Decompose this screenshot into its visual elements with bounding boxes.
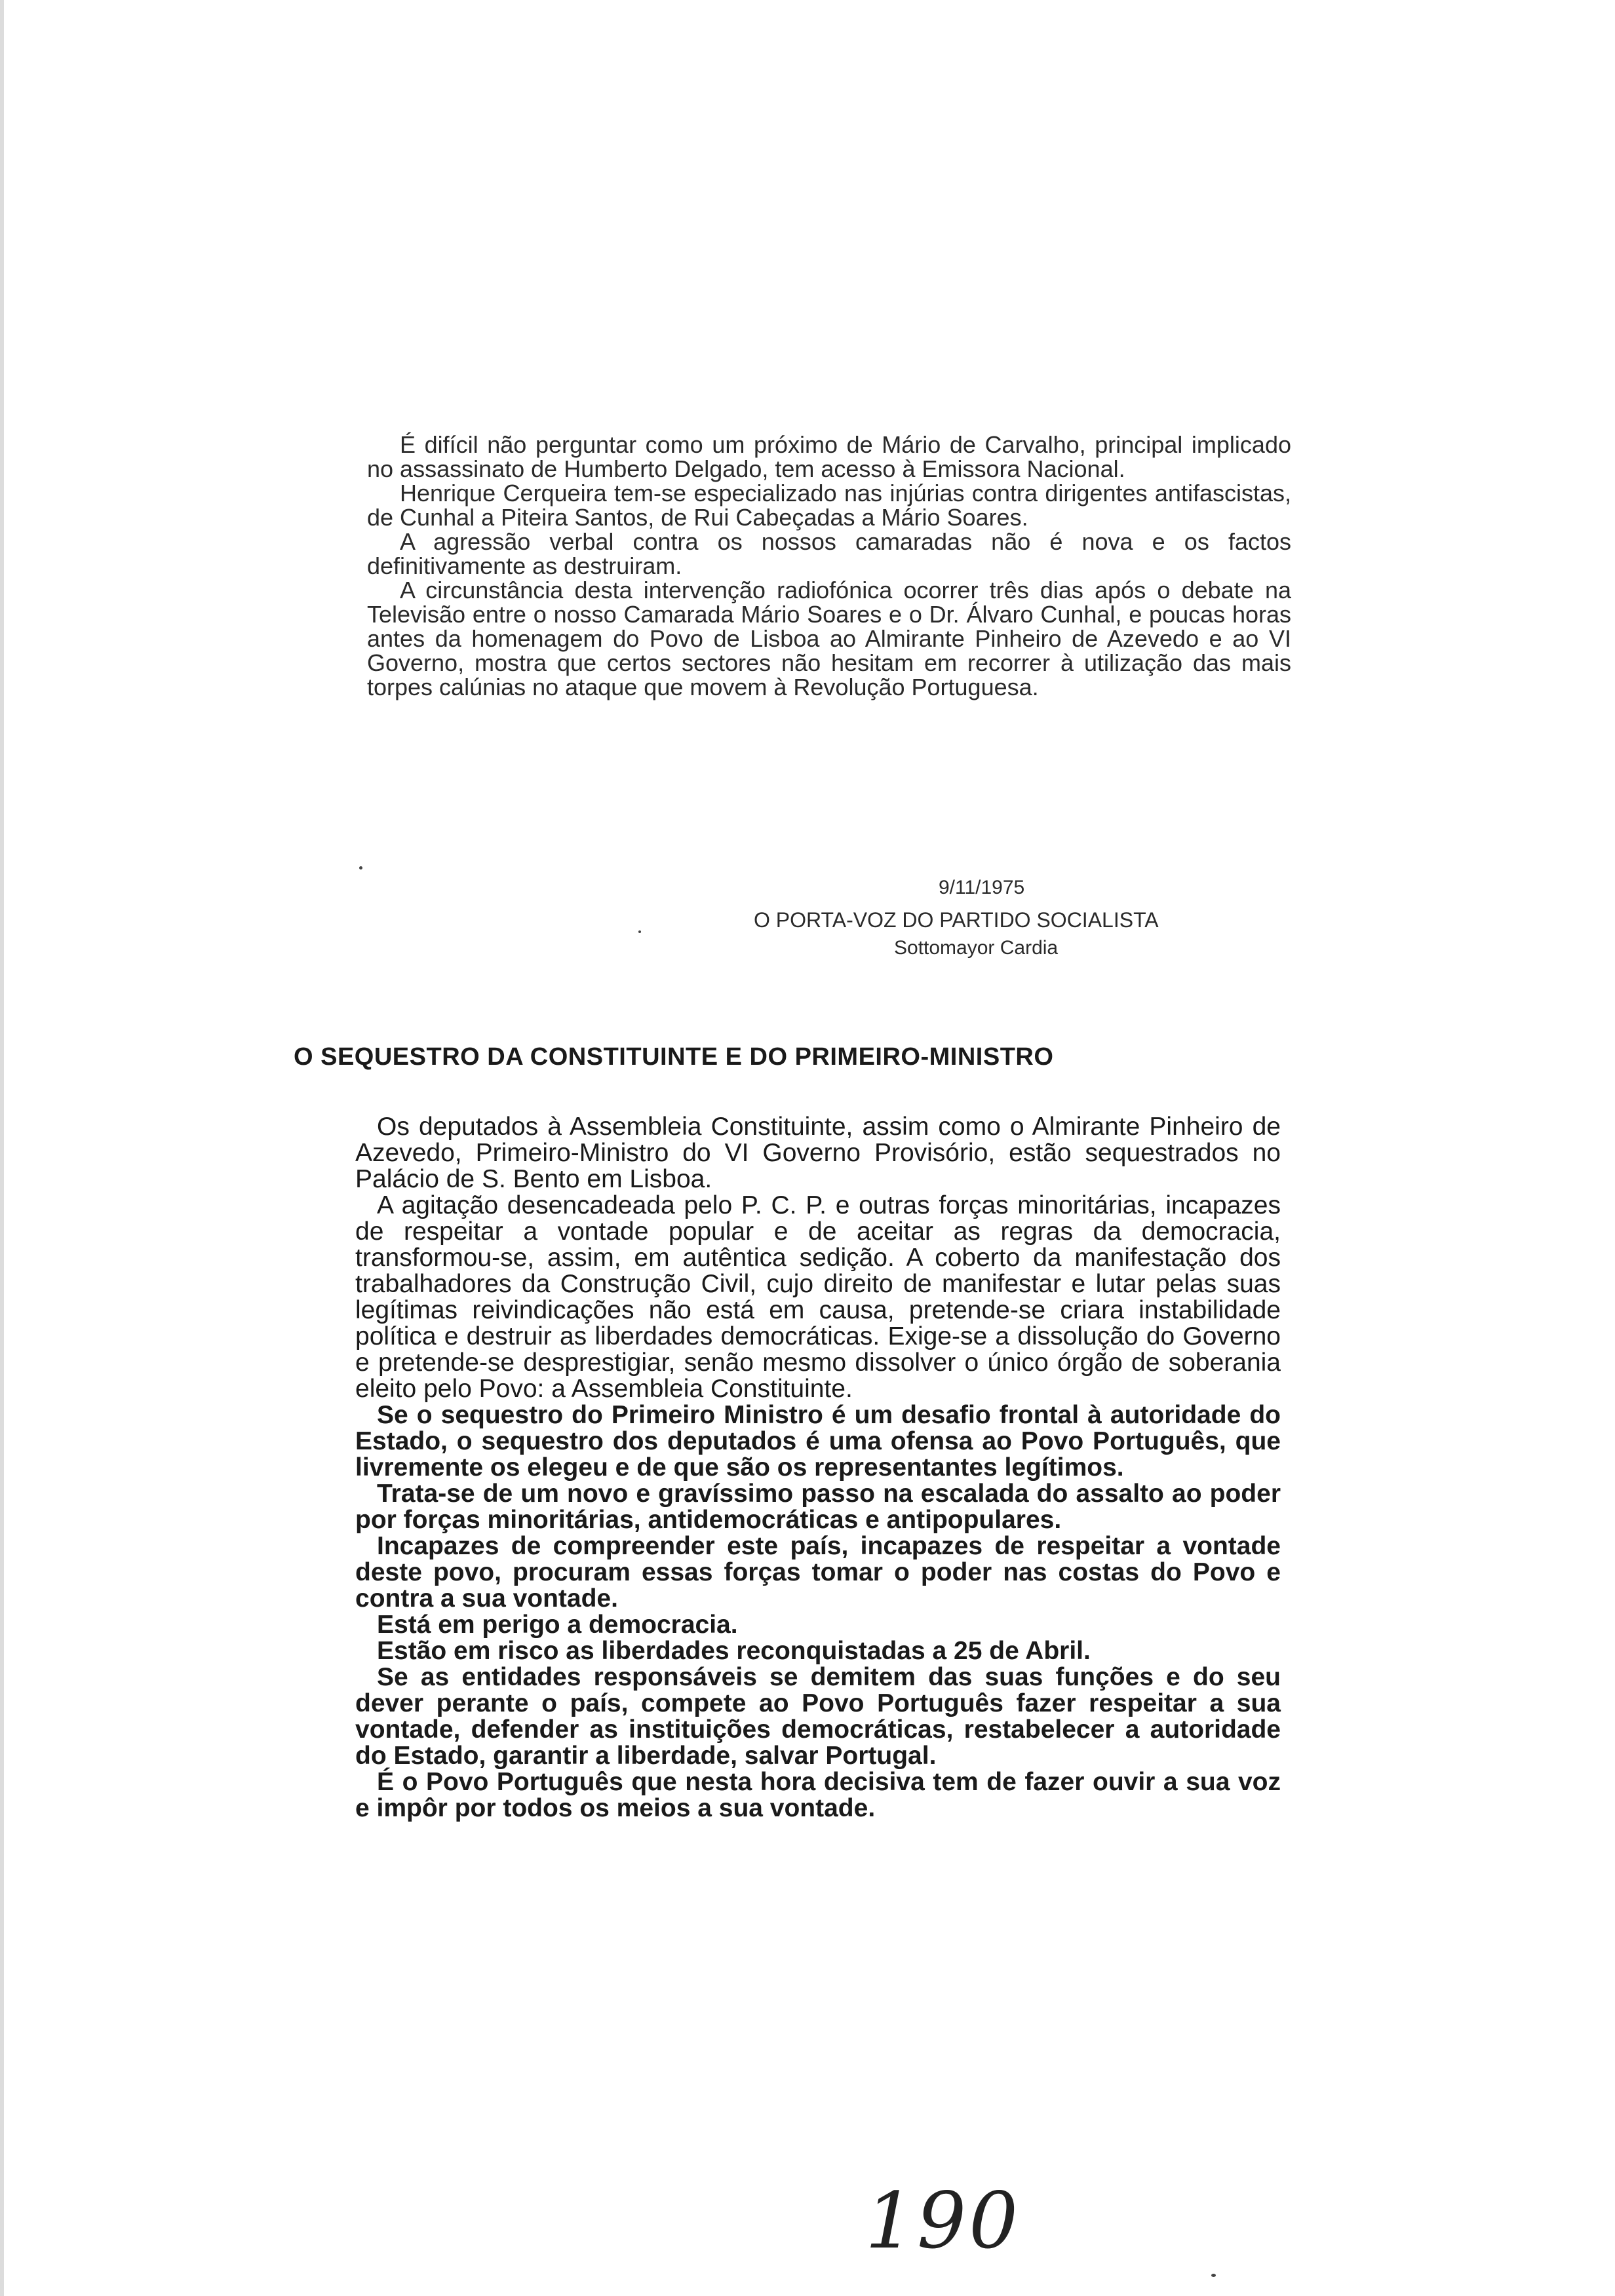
paragraph: Trata-se de um novo e gravíssimo passo na escalada do assalto ao poder por forças minoritárias, antidemocráticas e antipopulares. (355, 1480, 1281, 1534)
paragraph: A circunstância desta intervenção radiofónica ocorrer três dias após o debate na Televisão entre o nosso Camarada Mário Soares e o Dr. Álvaro Cunhal, e poucas horas antes da homenagem do Povo de Lisboa ao Almirante Pinheiro de Azevedo e ao VI Governo, mostra que certos sectores não hesitam em recorrer à utilização das mais torpes calúnias no ataque que movem à Revolução Portuguesa. (367, 577, 1291, 700)
paragraph: Estão em risco as liberdades reconquistadas a 25 de Abril. (377, 1637, 1091, 1665)
scan-speck (638, 930, 641, 933)
handwritten-page-number: 190 (865, 2175, 1021, 2266)
signature-role: O PORTA-VOZ DO PARTIDO SOCIALISTA (754, 908, 1159, 932)
paragraph: Se o sequestro do Primeiro Ministro é um desafio frontal à autoridade do Estado, o sequestro dos deputados é uma ofensa ao Povo Português, que livremente os elegeu e de que são os representantes legítimos. (355, 1401, 1281, 1482)
paragraph: Henrique Cerqueira tem-se especializado nas injúrias contra dirigentes antifascistas, de Cunhal a Piteira Santos, de Rui Cabeçadas a Mário Soares. (367, 480, 1291, 531)
statement-text (355, 1114, 1281, 1822)
scan-edge (0, 0, 4, 2296)
paragraph: Incapazes de compreender este país, incapazes de respeitar a vontade deste povo, procuram essas forças tomar o poder nas costas do Povo e contra a sua vontade. (355, 1532, 1281, 1613)
scan-speck (1211, 2274, 1216, 2277)
scan-speck (359, 866, 362, 870)
communique-text (367, 432, 1291, 699)
paragraph: Se as entidades responsáveis se demitem das suas funções e do seu dever perante o país, compete ao Povo Português fazer respeitar a sua vontade, defender as instituições democráticas, restabelecer a autoridade do Estado, garantir a liberdade, salvar Portugal. (355, 1663, 1281, 1770)
paragraph: A agressão verbal contra os nossos camaradas não é nova e os factos definitivamente as destruiram. (367, 528, 1291, 579)
section-heading: O SEQUESTRO DA CONSTITUINTE E DO PRIMEIRO-MINISTRO (294, 1043, 1054, 1071)
signature-date: 9/11/1975 (939, 877, 1025, 898)
paragraph: Os deputados à Assembleia Constituinte, assim como o Almirante Pinheiro de Azevedo, Primeiro-Ministro do VI Governo Provisório, estão sequestrados no Palácio de S. Bento em Lisboa. (355, 1113, 1281, 1193)
paragraph: Está em perigo a democracia. (377, 1611, 738, 1639)
paragraph: A agitação desencadeada pelo P. C. P. e outras forças minoritárias, incapazes de respeitar a vontade popular e de aceitar as regras da democracia, transformou-se, assim, em autêntica sedição. A coberto da manifestação dos trabalhadores da Construção Civil, cujo direito de manifestar e lutar pelas suas legítimas reivindicações não está em causa, pretende-se criara instabilidade política e destruir as liberdades democráticas. Exige-se a dissolução do Governo e pretende-se desprestigiar, senão mesmo dissolver o único órgão de soberania eleito pelo Povo: a Assembleia Constituinte. (355, 1191, 1281, 1403)
paragraph: É difícil não perguntar como um próximo de Mário de Carvalho, principal implicado no assassinato de Humberto Delgado, tem acesso à Emissora Nacional. (367, 431, 1291, 482)
paragraph: É o Povo Português que nesta hora decisiva tem de fazer ouvir a sua voz e impôr por todos os meios a sua vontade. (355, 1768, 1281, 1822)
signature-name: Sottomayor Cardia (894, 937, 1059, 959)
